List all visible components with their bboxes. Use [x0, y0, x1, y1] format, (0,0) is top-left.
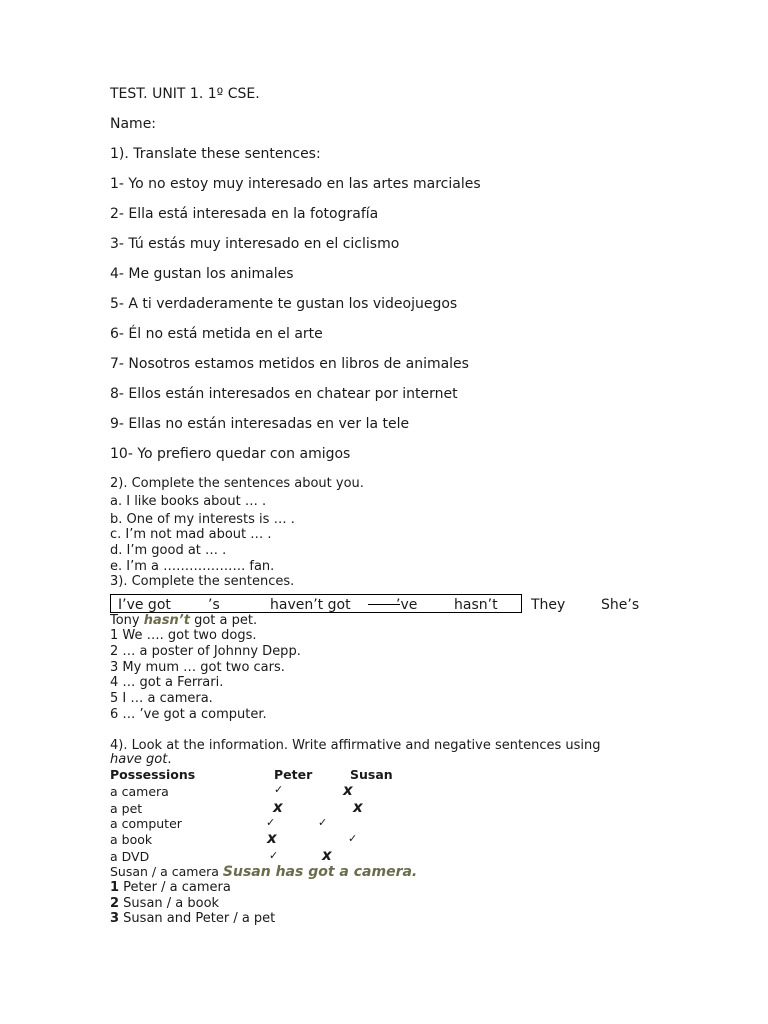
- complete-item-a: a. I like books about … .: [110, 494, 267, 509]
- gap-item-6: 6 … ’ve got a computer.: [110, 707, 267, 722]
- box-word-ive-got: I’ve got: [118, 597, 171, 613]
- cross-icon: x: [353, 798, 363, 816]
- item-number: 1: [110, 880, 120, 895]
- check-icon: ✓: [274, 783, 284, 796]
- translate-item-5: 5- A ti verdaderamente te gustan los videojuegos: [110, 296, 458, 312]
- example-sentence: Susan has got a camera.: [222, 864, 418, 880]
- row-item-pet: a pet: [110, 801, 143, 816]
- check-icon: ✓: [318, 816, 328, 829]
- sentence-item-2: [110, 896, 219, 912]
- gap-item-5: 5 I … a camera.: [110, 691, 213, 706]
- example-prefix: Tony: [110, 613, 144, 628]
- example-prompt: Susan / a camera: [110, 864, 223, 879]
- cross-icon: x: [267, 829, 277, 847]
- word-shes: She’s: [601, 597, 640, 613]
- cross-icon: x: [322, 846, 332, 864]
- translate-item-2: 2- Ella está interesada en la fotografía: [110, 206, 379, 222]
- translate-item-10: 10- Yo prefiero quedar con amigos: [110, 446, 351, 462]
- item-text: Peter / a camera: [119, 880, 231, 895]
- section3-example: [110, 613, 257, 629]
- box-word-havent-got: haven’t got: [270, 597, 351, 613]
- item-number: 2: [110, 896, 120, 911]
- word-they: They: [531, 597, 566, 613]
- section3-heading: 3). Complete the sentences.: [110, 574, 295, 589]
- check-icon: ✓: [266, 816, 276, 829]
- gap-item-3: 3 My mum … got two cars.: [110, 660, 285, 675]
- box-word-hasnt: hasn’t: [454, 597, 498, 613]
- row-item-computer: a computer: [110, 816, 182, 831]
- name-label: Name:: [110, 116, 157, 132]
- box-word-ve: ’ve: [396, 597, 418, 613]
- have-got-italic: have got: [110, 752, 168, 767]
- sentence-item-1: [110, 880, 231, 896]
- gap-item-2: 2 … a poster of Johnny Depp.: [110, 644, 301, 659]
- section4-example: [110, 864, 417, 880]
- row-item-book: a book: [110, 832, 153, 847]
- section4-heading: [110, 738, 601, 754]
- section1-heading: 1). Translate these sentences:: [110, 146, 321, 162]
- item-number: 3: [110, 911, 120, 926]
- table-header-susan: Susan: [350, 767, 393, 782]
- example-suffix: got a pet.: [189, 613, 258, 628]
- translate-item-7: 7- Nosotros estamos metidos en libros de animales: [110, 356, 469, 372]
- sentence-item-3: [110, 911, 275, 927]
- translate-item-9: 9- Ellas no están interesadas en ver la tele: [110, 416, 410, 432]
- translate-item-1: 1- Yo no estoy muy interesado en las artes marciales: [110, 176, 481, 192]
- check-icon: ✓: [348, 832, 358, 845]
- section2-heading: 2). Complete the sentences about you.: [110, 476, 364, 491]
- check-icon: ✓: [269, 849, 279, 862]
- complete-item-e: e. I’m a ………………. fan.: [110, 559, 275, 574]
- translate-item-4: 4- Me gustan los animales: [110, 266, 294, 282]
- row-item-dvd: a DVD: [110, 849, 150, 864]
- complete-item-c: c. I’m not mad about … .: [110, 527, 272, 542]
- translate-item-8: 8- Ellos están interesados en chatear por internet: [110, 386, 458, 402]
- worksheet-title: TEST. UNIT 1. 1º CSE.: [110, 86, 260, 102]
- box-word-s: ’s: [208, 597, 220, 613]
- section4-heading-text: 4). Look at the information. Write affirmative and negative sentences using: [110, 738, 601, 753]
- item-text: Susan and Peter / a pet: [119, 911, 276, 926]
- complete-item-b: b. One of my interests is … .: [110, 512, 295, 527]
- example-answer: hasn’t: [143, 613, 190, 628]
- cross-icon: x: [343, 781, 353, 799]
- complete-item-d: d. I’m good at … .: [110, 543, 227, 558]
- translate-item-6: 6- Él no está metida en el arte: [110, 326, 323, 342]
- gap-item-4: 4 … got a Ferrari.: [110, 675, 224, 690]
- table-header-possessions: Possessions: [110, 767, 196, 782]
- translate-item-3: 3- Tú estás muy interesado en el ciclismo: [110, 236, 400, 252]
- section4-heading-cont: [110, 752, 171, 768]
- cross-icon: x: [273, 798, 283, 816]
- table-header-peter: Peter: [274, 767, 313, 782]
- gap-item-1: 1 We …. got two dogs.: [110, 628, 257, 643]
- row-item-camera: a camera: [110, 784, 169, 799]
- heading-period: .: [167, 752, 172, 767]
- item-text: Susan / a book: [119, 896, 220, 911]
